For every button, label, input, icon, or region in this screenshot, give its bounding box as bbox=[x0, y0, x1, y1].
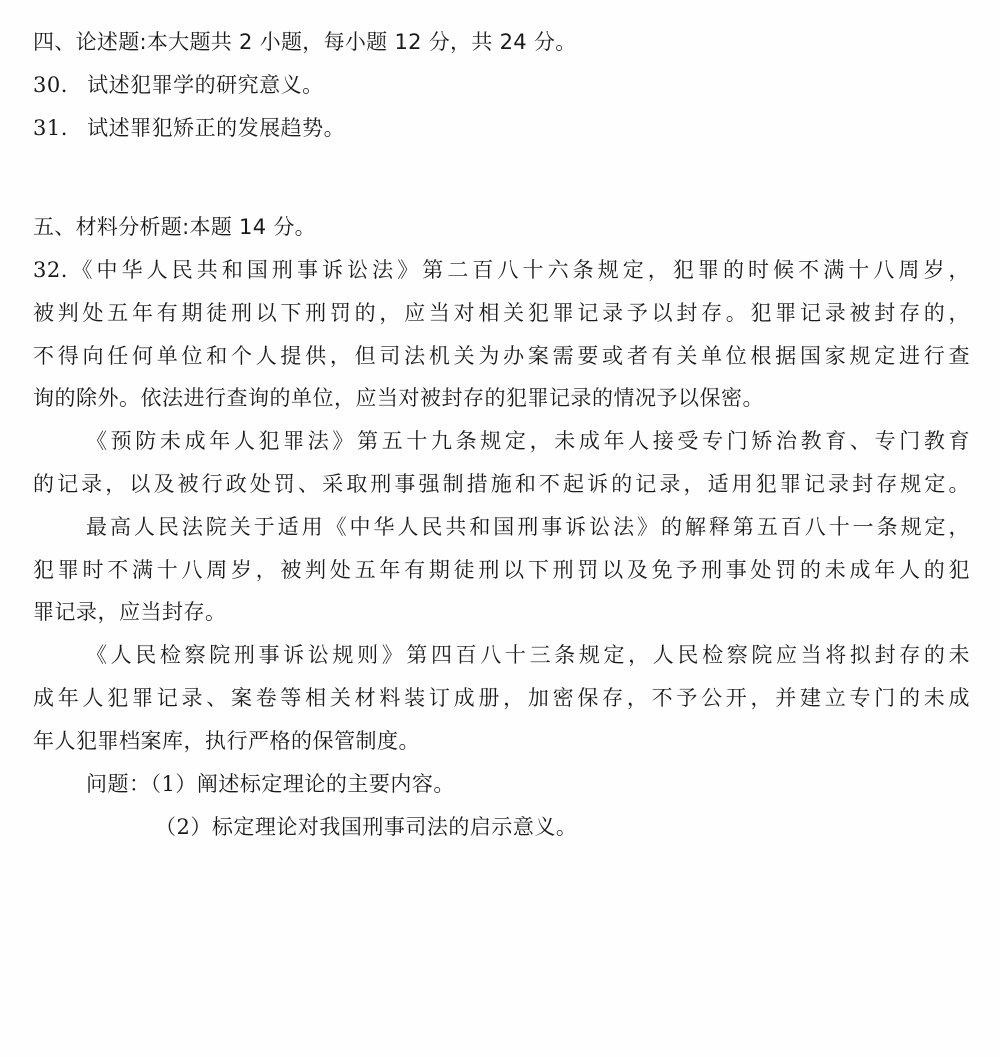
question-text: 试述罪犯矫正的发展趋势。 bbox=[87, 116, 346, 140]
question-number: 30. bbox=[33, 73, 68, 97]
material-line: 的记录，以及被行政处罚、采取刑事强制措施和不起诉的记录，适用犯罪记录封存规定。 bbox=[33, 472, 970, 496]
material-line: 犯罪时不满十八周岁，被判处五年有期徒刑以下刑罚以及免予刑事处罚的未成年人的犯 bbox=[33, 558, 970, 582]
question-31 bbox=[33, 107, 345, 150]
sub-question-text: （1）阐述标定理论的主要内容。 bbox=[150, 772, 455, 796]
material-line: 最高人民法院关于适用《中华人民共和国刑事诉讼法》的解释第五百八十一条规定， bbox=[86, 515, 970, 539]
material-line bbox=[33, 249, 970, 292]
material-line: 询的除外。依法进行查询的单位，应当对被封存的犯罪记录的情况予以保密。 bbox=[33, 386, 764, 410]
material-line: 《预防未成年人犯罪法》第五十九条规定，未成年人接受专门矫治教育、专门教育 bbox=[86, 429, 970, 453]
sub-question-1 bbox=[86, 763, 455, 806]
question-number: 32. bbox=[33, 258, 68, 282]
material-line: 年人犯罪档案库，执行严格的保管制度。 bbox=[33, 729, 420, 753]
question-text: 试述犯罪学的研究意义。 bbox=[87, 73, 324, 97]
section5-heading: 五、材料分析题:本题 14 分。 bbox=[33, 215, 316, 239]
material-text: 《中华人民共和国刑事诉讼法》第二百八十六条规定，犯罪的时候不满十八周岁， bbox=[67, 258, 970, 282]
sub-question-2: （2）标定理论对我国刑事司法的启示意义。 bbox=[155, 815, 578, 839]
material-line: 被判处五年有期徒刑以下刑罚的，应当对相关犯罪记录予以封存。犯罪记录被封存的， bbox=[33, 301, 970, 325]
material-line: 《人民检察院刑事诉讼规则》第四百八十三条规定，人民检察院应当将拟封存的未 bbox=[86, 643, 970, 667]
prompt-label: 问题： bbox=[86, 772, 151, 796]
section4-heading: 四、论述题:本大题共 2 小题，每小题 12 分，共 24 分。 bbox=[33, 30, 577, 54]
question-number: 31. bbox=[33, 116, 68, 140]
material-line: 不得向任何单位和个人提供，但司法机关为办案需要或者有关单位根据国家规定进行查 bbox=[33, 344, 970, 368]
material-line: 罪记录，应当封存。 bbox=[33, 600, 227, 624]
material-line: 成年人犯罪记录、案卷等相关材料装订成册，加密保存，不予公开，并建立专门的未成 bbox=[33, 686, 970, 710]
question-30 bbox=[33, 64, 324, 107]
